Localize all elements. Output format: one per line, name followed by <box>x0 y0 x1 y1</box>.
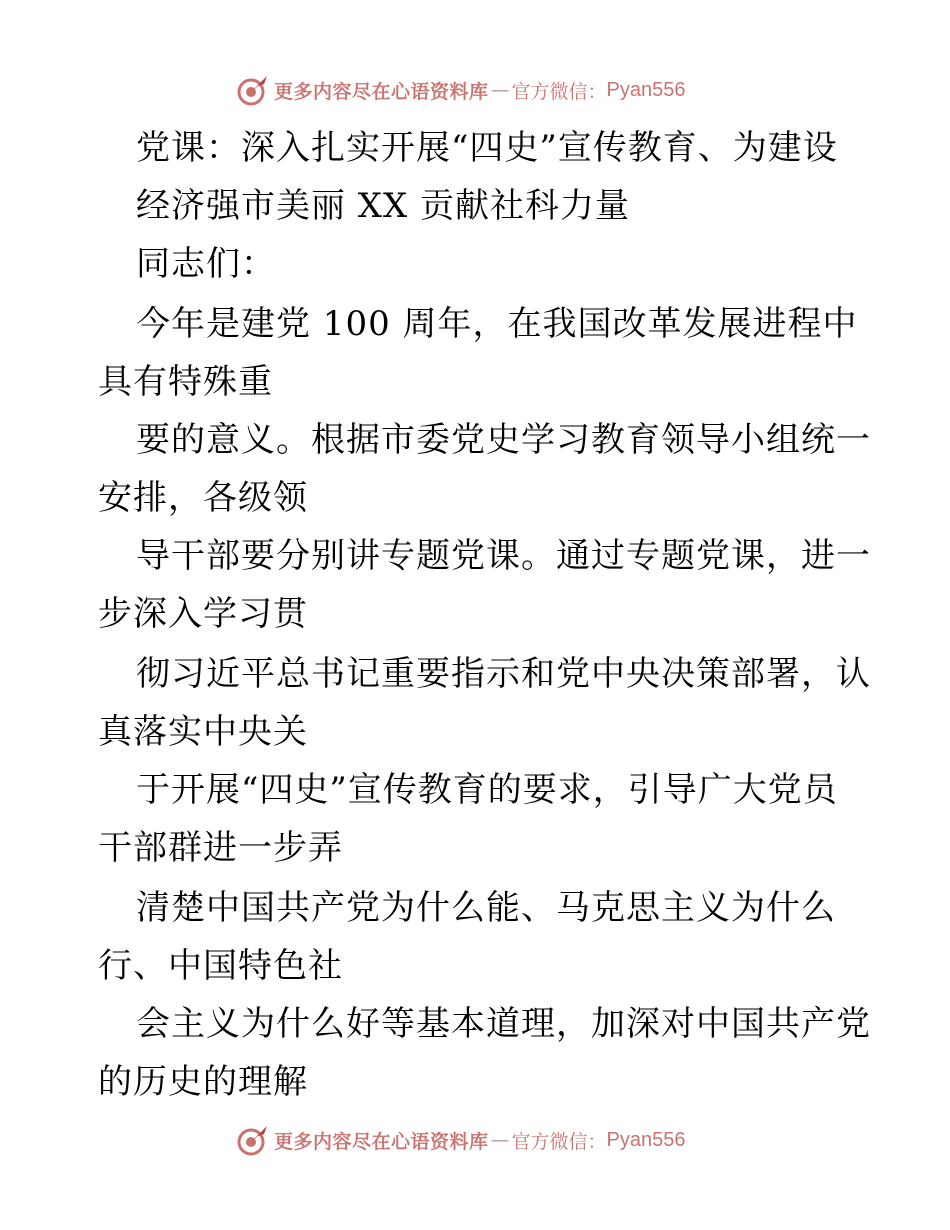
watermark-contact-label: 官方微信： <box>511 1130 607 1153</box>
paragraph-line: 步深入学习贯 <box>98 594 308 634</box>
quill-logo-icon <box>236 73 270 107</box>
paragraph-line: 清楚中国共产党为什么能、马克思主义为什么 <box>136 888 836 928</box>
watermark-header <box>236 72 686 108</box>
paragraph-line: 会主义为什么好等基本道理，加深对中国共产党 <box>136 1004 871 1044</box>
paragraph-line: 彻习近平总书记重要指示和党中央决策部署，认 <box>136 654 871 694</box>
paragraph-line: 干部群进一步弄 <box>98 828 343 868</box>
watermark-brand: 更多内容尽在心语资料库 <box>274 80 489 103</box>
watermark-contact-label: 官方微信： <box>511 80 607 103</box>
paragraph-line: 要的意义。根据市委党史学习教育领导小组统一 <box>136 420 871 460</box>
paragraph-line: 于开展“四史”宣传教育的要求，引导广大党员 <box>136 770 838 810</box>
paragraph-line: 安排，各级领 <box>98 478 308 518</box>
watermark-separator: — <box>490 1129 510 1151</box>
title-line-1: 党课：深入扎实开展“四史”宣传教育、为建设 <box>136 128 838 168</box>
watermark-contact-id: Pyan556 <box>606 78 686 101</box>
paragraph-line: 导干部要分别讲专题党课。通过专题党课，进一 <box>136 536 871 576</box>
watermark-brand: 更多内容尽在心语资料库 <box>274 1130 489 1153</box>
title-line-2: 经济强市美丽 XX 贡献社科力量 <box>136 186 631 226</box>
paragraph-line: 行、中国特色社 <box>98 946 343 986</box>
watermark-footer <box>236 1122 686 1158</box>
quill-logo-icon <box>236 1123 270 1157</box>
paragraph-line: 今年是建党 100 周年，在我国改革发展进程中 <box>136 304 858 344</box>
paragraph-line: 真落实中央关 <box>98 712 308 752</box>
watermark-separator: — <box>490 79 510 101</box>
paragraph-line: 的历史的理解 <box>98 1062 308 1102</box>
salutation: 同志们： <box>136 244 276 284</box>
paragraph-line: 具有特殊重 <box>98 362 273 402</box>
watermark-contact-id: Pyan556 <box>606 1128 686 1151</box>
